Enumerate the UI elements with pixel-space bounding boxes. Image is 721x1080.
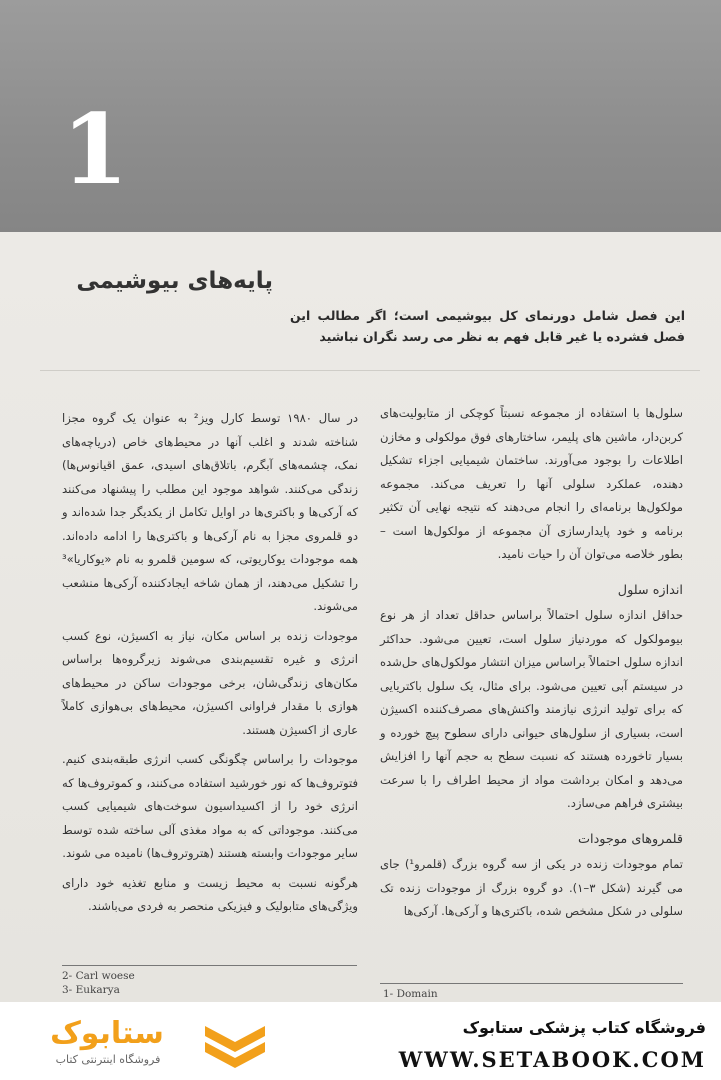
footnote: 2- Carl woese <box>62 970 135 982</box>
paragraph: در سال ۱۹۸۰ توسط کارل ویز² به عنوان یک گروه مجزا شناخته شدند و اغلب آنها در محیط‌های خاص (دریاچه‌های نمک، چشمه‌های آبگرم، باتلاق‌های اسیدی، عمق اقیانوس‌ها) زندگی می‌کنند. شواهد موجود این مطلب را پیشنهاد می‌کنند که آرکی‌ها و باکتری‌ها در اوایل تکامل از یکدیگر جدا شده‌اند و دو قلمروی مجزا به نام آرکی‌ها و باکتری‌ها را ادامه داده‌اند. همه موجودات یوکاریوتی، که سومین قلمرو به نام «یوکاریا»³ را تشکیل می‌دهند، از همان شاخه ایجادکننده آرکی‌ها منشعب می‌شوند. <box>62 411 358 613</box>
section-heading: قلمروهای موجودات <box>577 831 683 847</box>
chapter-number: 1 <box>61 93 129 206</box>
paragraph: حداقل اندازه سلول احتمالاً براساس حداقل تعداد از هر نوع بیومولکول که موردنیاز سلول است، تعیین می‌شود. حداکثر اندازه سلول احتمالاً براساس میزان انتشار مولکول‌های حل‌شده در سیستم آبی تعیین می‌شود. برای مثال، یک سلول باکتریایی که برای تولید انرژی نیازمند واکنش‌های مصرف‌کننده اکسیژن است، بسیاری از سلول‌های حیوانی دارای سطوح پیچ خورده و بسیار تاخورده هستند که نسبت سطح به حجم آنها را افزایش می‌دهد و امکان برداشت مواد از محیط اطراف را با سرعت بیشتری فراهم می‌سازد. <box>380 608 683 810</box>
store-title: فروشگاه کتاب پزشکی ستابوک <box>462 1018 706 1037</box>
store-logo-wordmark: ستابوک <box>50 1016 164 1051</box>
footnote-divider <box>62 965 357 966</box>
paragraph: موجودات را براساس چگونگی کسب انرژی طبقه‌بندی کنیم. فتوتروف‌ها که نور خورشید استفاده می‌کنند، و کموتروف‌ها که انرژی خود را از اکسیداسیون سوخت‌های شیمیایی کسب می‌کنند. موجوداتی که به مواد مغذی آلی ساخته شده توسط سایر موجودات وابسته هستند (هتروتروف‌ها) نامیده می شوند. <box>62 752 358 860</box>
footnote-divider <box>380 983 683 984</box>
intro-divider <box>40 370 700 371</box>
chevron-logo-icon <box>200 1022 270 1072</box>
paragraph: تمام موجودات زنده در یکی از سه گروه بزرگ (قلمرو¹) جای می گیرند (شکل ۳–۱). دو گروه بزرگ از موجودات زنده تک سلولی در شکل مشخص شده، باکتری‌ها و آرکی‌ها. آرکی‌ها <box>380 857 684 918</box>
right-column <box>380 402 683 930</box>
store-url-link[interactable]: WWW.SETABOOK.COM <box>398 1047 706 1072</box>
store-logo-tagline: فروشگاه اینترنتی کتاب <box>55 1053 161 1066</box>
paragraph: سلول‌ها با استفاده از مجموعه نسبتاً کوچکی از متابولیت‌های کربن‌دار، ماشین های پلیمر، ساختارهای فوق مولکولی و مخازن اطلاعات را بوجود می‌آورند. ساختمان شیمیایی اجزاء تشکیل دهنده، عملکرد سلولی آنها را تعریف می‌کند. مجموعه مولکول‌ها برنامه‌ای را انجام می‌دهند که نتیجه نهایی آن تکثیر برنامه و خود پایدارسازی آن مجموعه از مولکول‌ها است – بطور خلاصه می‌توان آن را حیات نامید. <box>380 406 683 561</box>
chapter-title: پایه‌های بیوشیمی <box>76 268 273 294</box>
paragraph: هرگونه نسبت به محیط زیست و منابع تغذیه خود دارای ویژگی‌های متابولیک و فیزیکی منحصر به فردی می‌باشند. <box>62 875 358 913</box>
chapter-intro: این فصل شامل دورنمای کل بیوشیمی است؛ اگر مطالب این فصل فشرده یا غیر قابل فهم به نظر می رسد نگران نباشید <box>290 308 685 344</box>
footnote: 1- Domain <box>383 988 438 1000</box>
left-column <box>62 407 358 925</box>
footnote: 3- Eukarya <box>62 984 120 996</box>
paragraph: موجودات زنده بر اساس مکان، نیاز به اکسیژن، نوع کسب انرژی و غیره تقسیم‌بندی می‌شوند زیرگروه‌ها براساس مکان‌های زندگی‌شان، برخی موجودات ساکن در محیط‌های هوازی با مقدار فراوانی اکسیژن، محیط‌های بی‌هوازی کاملاً عاری از اکسیژن هستند. <box>62 628 358 737</box>
section-heading: اندازه سلول <box>617 582 683 598</box>
